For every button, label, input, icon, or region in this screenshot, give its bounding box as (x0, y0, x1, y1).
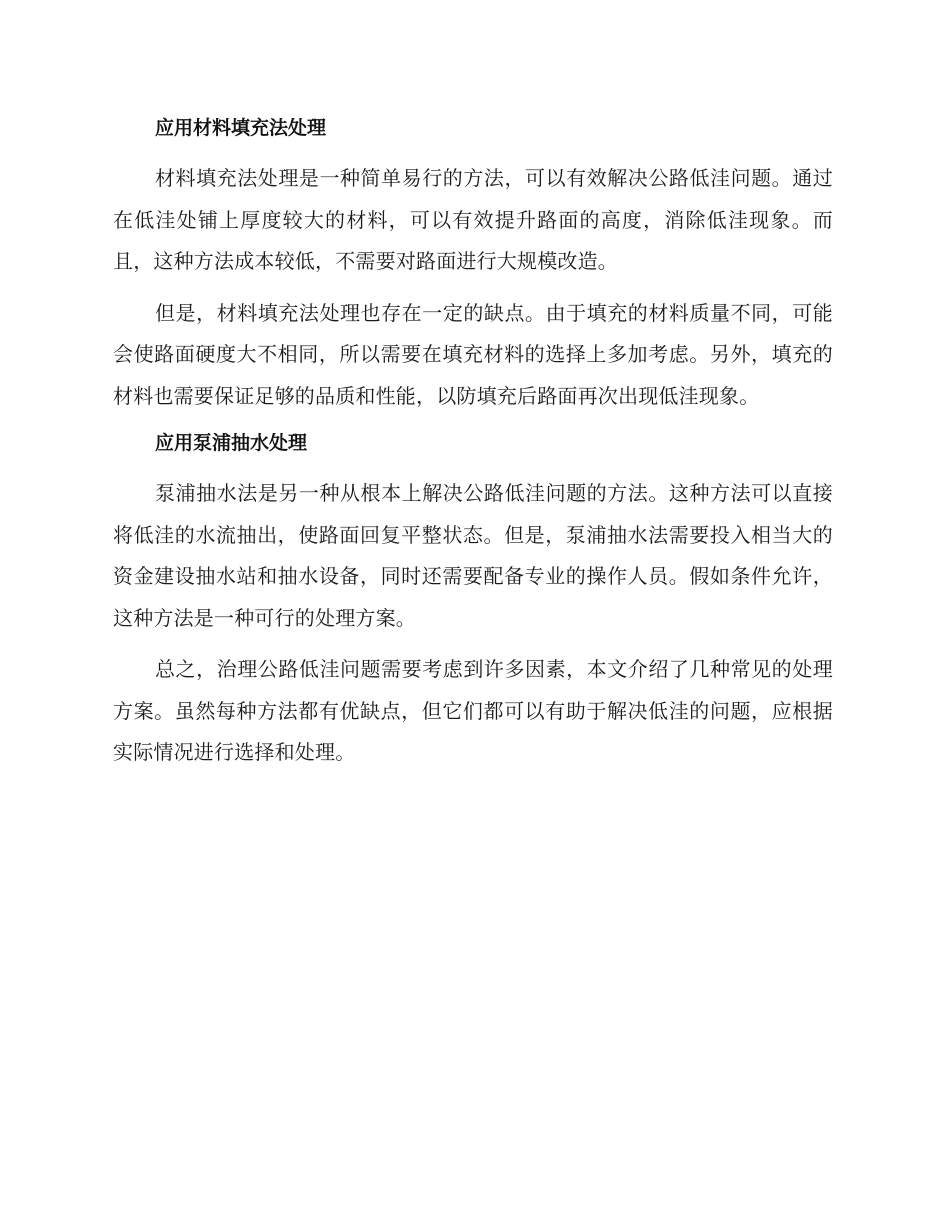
paragraph-material-filling-drawbacks: 但是，材料填充法处理也存在一定的缺点。由于填充的材料质量不同，可能会使路面硬度大不相同，所以需要在填充材料的选择上多加考虑。另外，填充的材料也需要保证足够的品质和性能，以防填充后路面再次出现低洼现象。 (113, 300, 833, 408)
document-page (113, 112, 833, 784)
section-heading-pump-drainage: 应用泵浦抽水处理 (155, 432, 308, 454)
paragraph-material-filling-intro: 材料填充法处理是一种简单易行的方法，可以有效解决公路低洼问题。通过在低洼处铺上厚度较大的材料，可以有效提升路面的高度，消除低洼现象。而且，这种方法成本较低，不需要对路面进行大规模改造。 (113, 166, 833, 273)
paragraph-conclusion: 总之，治理公路低洼问题需要考虑到许多因素，本文介绍了几种常见的处理方案。虽然每种方法都有优缺点，但它们都可以有助于解决低洼的问题，应根据实际情况进行选择和处理。 (113, 657, 833, 764)
paragraph-pump-drainage: 泵浦抽水法是另一种从根本上解决公路低洼问题的方法。这种方法可以直接将低洼的水流抽出，使路面回复平整状态。但是，泵浦抽水法需要投入相当大的资金建设抽水站和抽水设备，同时还需要配备专业的操作人员。假如条件允许，这种方法是一种可行的处理方案。 (113, 481, 833, 630)
section-heading-material-filling: 应用材料填充法处理 (155, 117, 327, 139)
